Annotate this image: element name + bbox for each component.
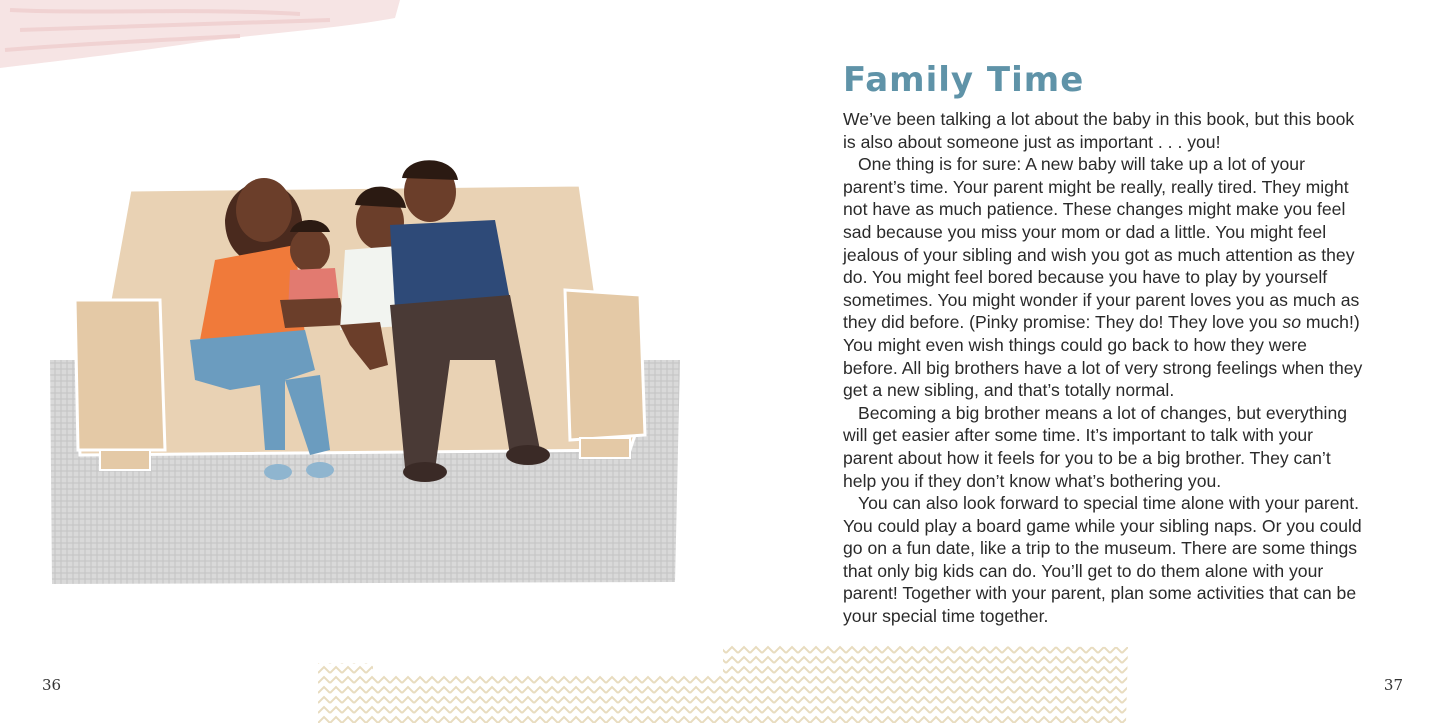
family-on-couch-illustration (40, 150, 690, 595)
paragraph-2-tail: much!) You might even wish things could go back to how they were before. All big brothers have a lot of very strong feelings when they get a new sibling, and that’s totally normal. (843, 312, 1363, 401)
page-number-left: 36 (42, 676, 62, 694)
paragraph-2-text: One thing is for sure: A new baby will take up a lot of your parent’s time. Your parent might be really, really tired. They might not have as much patience. These changes might make you feel sad because you miss your mom or dad a little. You might feel jealous of your sibling and wish you got as much attention as they do. You might feel bored because you have to play by yourself sometimes. You might wonder if your parent loves you as much as they did before. (Pinky promise: They do! They love you (843, 154, 1360, 333)
paragraph-1: We’ve been talking a lot about the baby in this book, but this book is also about someone just as important . . . you! (843, 109, 1355, 152)
zigzag-texture-decoration (318, 645, 1128, 723)
article (843, 58, 1363, 628)
emphasis-word: so (1282, 312, 1302, 333)
brush-stroke-decoration (0, 0, 400, 70)
page-number-right: 37 (1383, 676, 1403, 694)
body-text (843, 108, 1363, 628)
paragraph-4: You can also look forward to special time alone with your parent. You could play a board game while your sibling naps. Or you could go on a fun date, like a trip to the museum. There are some things that only big kids can do. You’ll get to do them alone with your parent! Together with your parent, plan some activities that can be your special time together. (843, 493, 1362, 627)
page-title: Family Time (843, 60, 1085, 100)
paragraph-3: Becoming a big brother means a lot of changes, but everything will get easier after some time. It’s important to talk with your parent about how it feels for you to be a big brother. They can’t help you if they don’t know what’s bothering you. (843, 402, 1348, 491)
paragraph-2 (843, 153, 1363, 402)
